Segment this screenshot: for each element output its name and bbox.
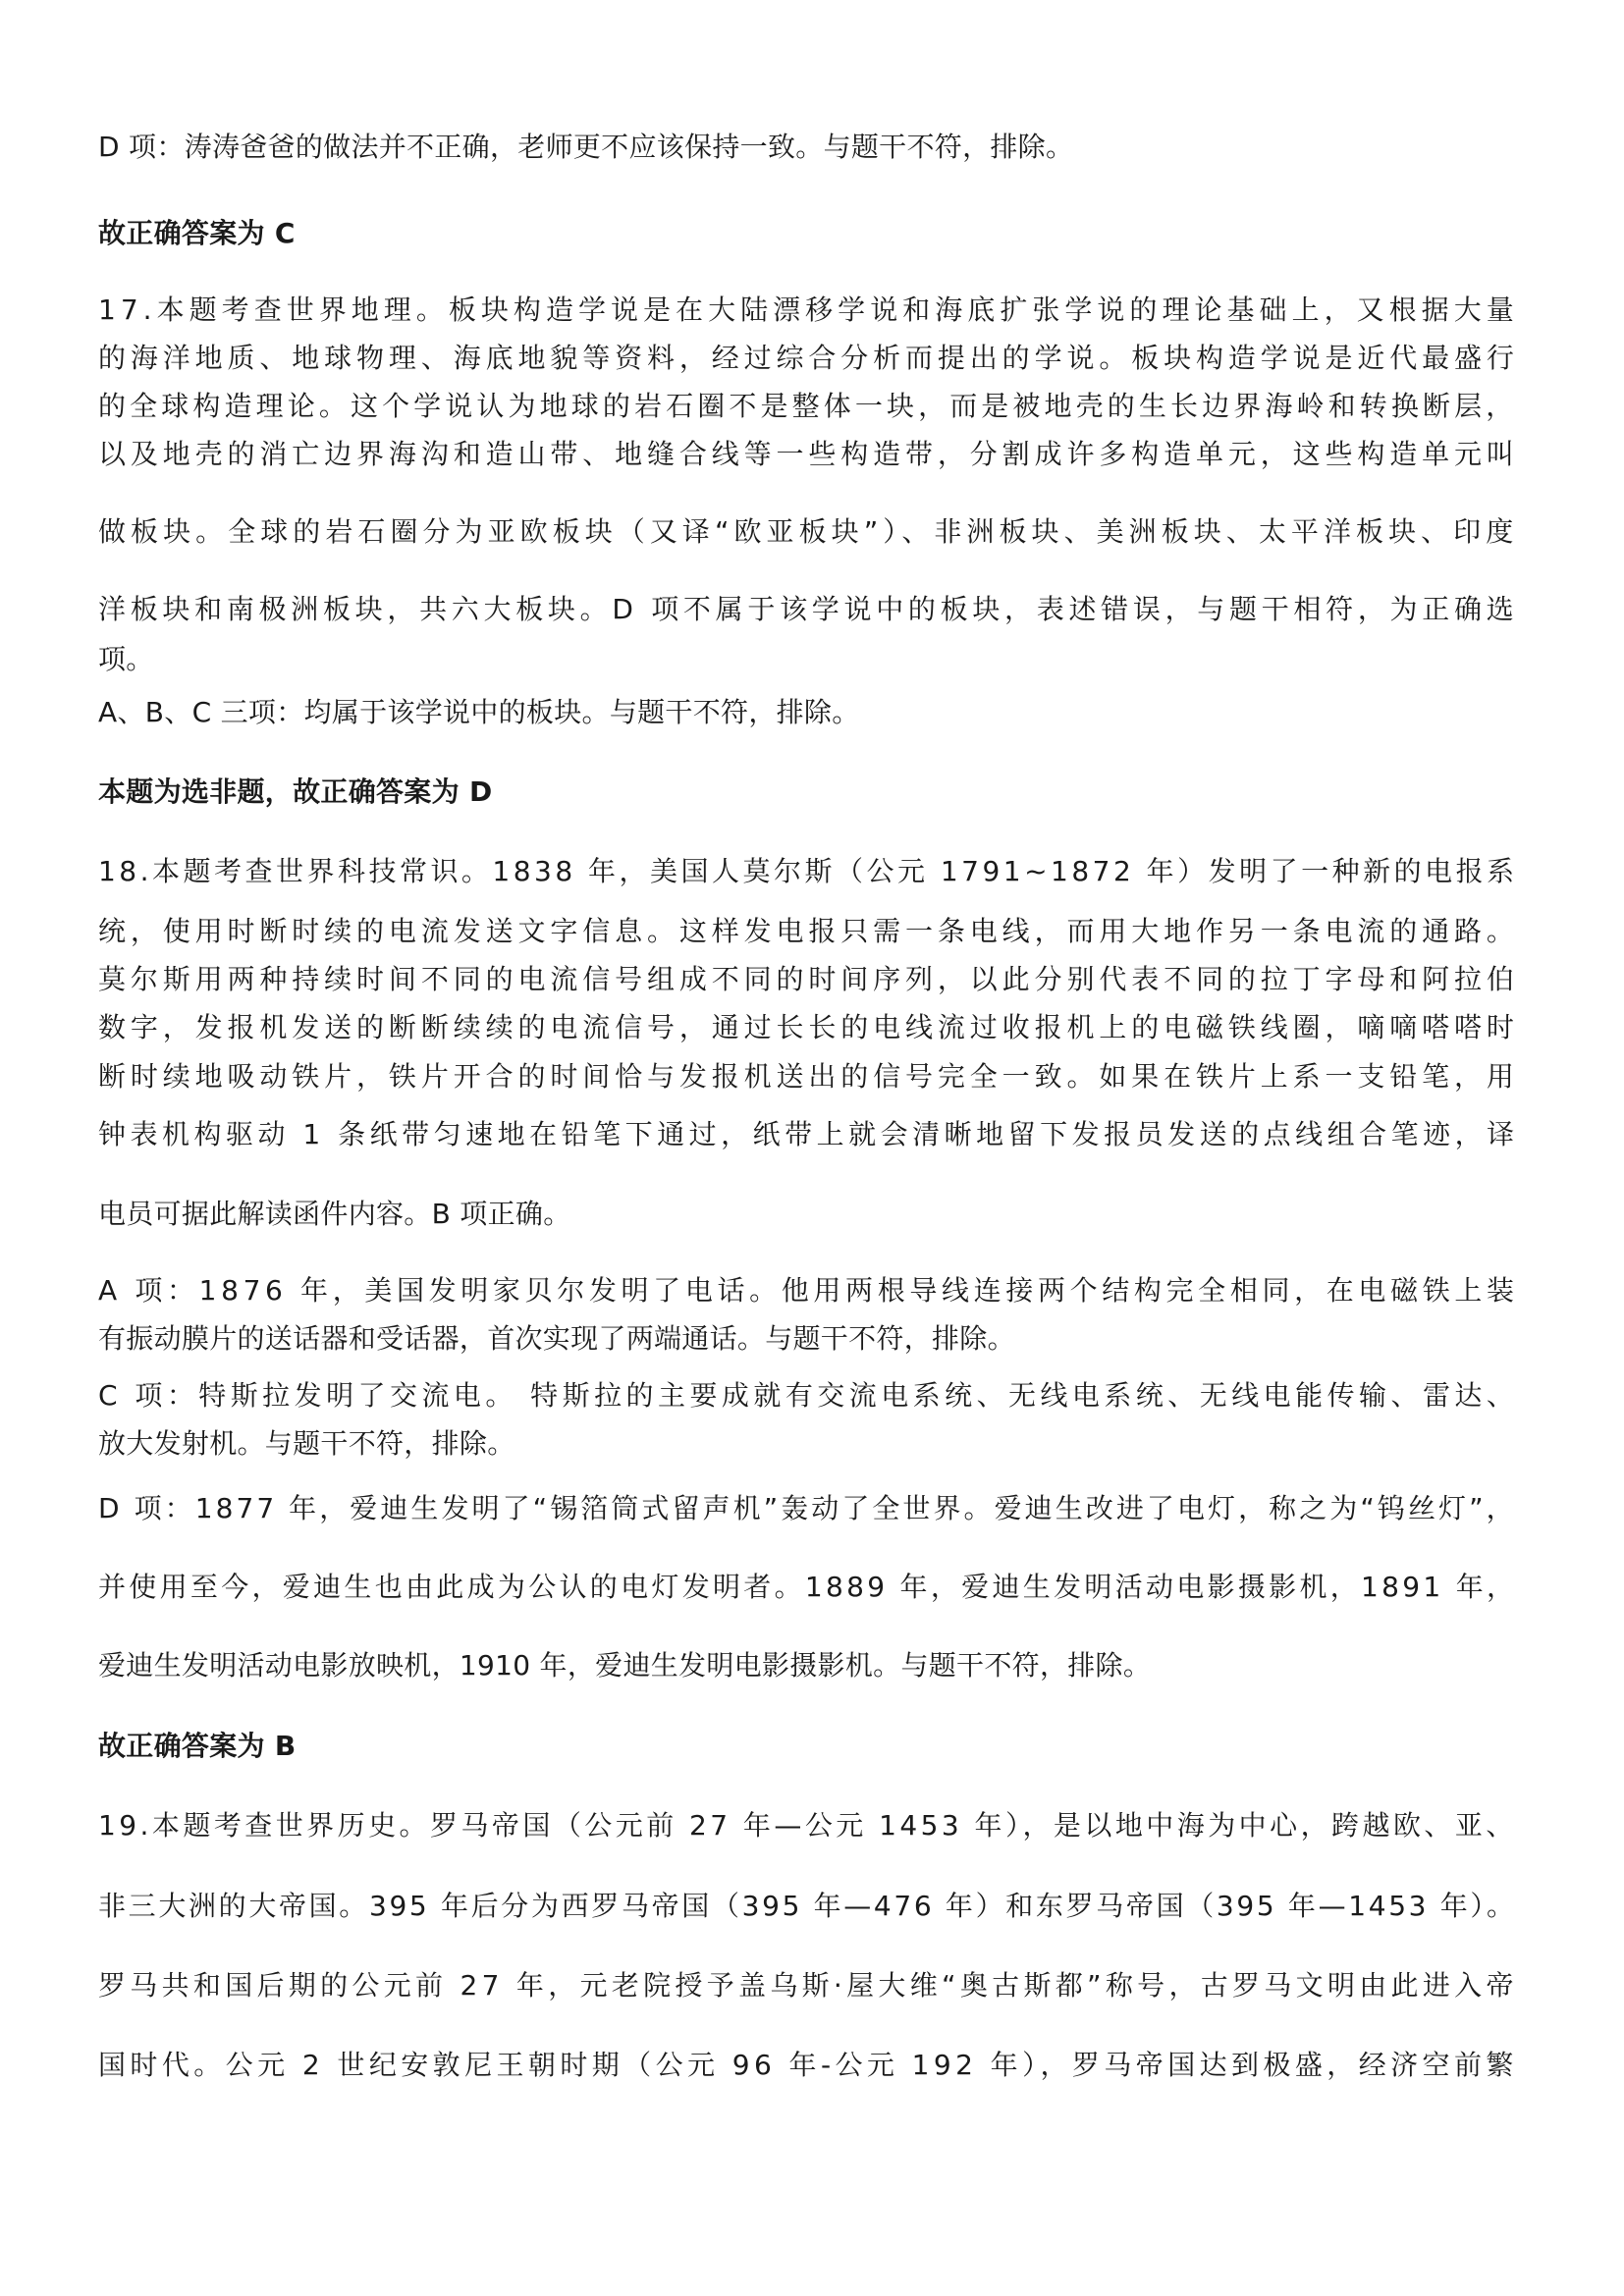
text-line: 有振动膜片的送话器和受话器，首次实现了两端通话。与题干不符，排除。 bbox=[98, 1322, 1015, 1355]
text-line: D 项：涛涛爸爸的做法并不正确，老师更不应该保持一致。与题干不符，排除。 bbox=[98, 131, 1074, 163]
text-line: 统，使用时断时续的电流发送文字信息。这样发电报只需一条电线，而用大地作另一条电流的通路。 bbox=[98, 915, 1519, 947]
text-line: 断时续地吸动铁片，铁片开合的时间恰与发报机送出的信号完全一致。如果在铁片上系一支铅笔，用 bbox=[98, 1060, 1519, 1093]
text-line: D 项：1877 年，爱迪生发明了“锡箔筒式留声机”轰动了全世界。爱迪生改进了电灯，称之为“钨丝灯”， bbox=[98, 1492, 1517, 1524]
answer-line: 故正确答案为 B bbox=[98, 1730, 297, 1762]
text-line: 做板块。全球的岩石圈分为亚欧板块（又译“欧亚板块”）、非洲板块、美洲板块、太平洋板块、印度 bbox=[98, 515, 1519, 548]
text-line: 国时代。公元 2 世纪安敦尼王朝时期（公元 96 年-公元 192 年），罗马帝国达到极盛，经济空前繁 bbox=[98, 2049, 1518, 2081]
text-line: 罗马共和国后期的公元前 27 年，元老院授予盖乌斯·屋大维“奥古斯都”称号，古罗马文明由此进入帝 bbox=[98, 1969, 1518, 2002]
answer-line: 本题为选非题，故正确答案为 D bbox=[98, 775, 493, 808]
text-line: 项。 bbox=[98, 643, 154, 675]
text-line: 数字，发报机发送的断断续续的电流信号，通过长长的电线流过收报机上的电磁铁线圈，嘀嘀嗒嗒时 bbox=[98, 1011, 1519, 1043]
text-line: 18.本题考查世界科技常识。1838 年，美国人莫尔斯（公元 1791~1872 年）发明了一种新的电报系 bbox=[98, 855, 1518, 887]
text-line: 放大发射机。与题干不符，排除。 bbox=[98, 1427, 515, 1460]
text-line: 电员可据此解读函件内容。B 项正确。 bbox=[98, 1198, 571, 1230]
text-line: 的全球构造理论。这个学说认为地球的岩石圈不是整体一块，而是被地壳的生长边界海岭和转换断层， bbox=[98, 390, 1518, 422]
text-line: C 项：特斯拉发明了交流电。 特斯拉的主要成就有交流电系统、无线电系统、无线电能传输、雷达、 bbox=[98, 1379, 1519, 1412]
text-line: 爱迪生发明活动电影放映机，1910 年，爱迪生发明电影摄影机。与题干不符，排除。 bbox=[98, 1649, 1152, 1682]
text-line: 19.本题考查世界历史。罗马帝国（公元前 27 年—公元 1453 年），是以地中海为中心，跨越欧、亚、 bbox=[98, 1809, 1517, 1842]
text-line: 洋板块和南极洲板块，共六大板块。D 项不属于该学说中的板块，表述错误，与题干相符，为正确选 bbox=[98, 593, 1519, 625]
text-line: 莫尔斯用两种持续时间不同的电流信号组成不同的时间序列，以此分别代表不同的拉丁字母和阿拉伯 bbox=[98, 963, 1519, 995]
text-line: 非三大洲的大帝国。395 年后分为西罗马帝国（395 年—476 年）和东罗马帝国（395 年—1453 年）。 bbox=[98, 1890, 1517, 1922]
text-line: 钟表机构驱动 1 条纸带匀速地在铅笔下通过，纸带上就会清晰地留下发报员发送的点线组合笔迹，译 bbox=[98, 1118, 1519, 1150]
text-line: 17.本题考查世界地理。板块构造学说是在大陆漂移学说和海底扩张学说的理论基础上，又根据大量 bbox=[98, 294, 1519, 326]
text-line: 并使用至今，爱迪生也由此成为公认的电灯发明者。1889 年，爱迪生发明活动电影摄影机，1891 年， bbox=[98, 1571, 1518, 1603]
answer-line: 故正确答案为 C bbox=[98, 217, 296, 249]
text-line: 以及地壳的消亡边界海沟和造山带、地缝合线等一些构造带，分割成许多构造单元，这些构造单元叫 bbox=[98, 438, 1519, 470]
text-line: A、B、C 三项：均属于该学说中的板块。与题干不符，排除。 bbox=[98, 696, 860, 728]
text-line: 的海洋地质、地球物理、海底地貌等资料，经过综合分析而提出的学说。板块构造学说是近代最盛行 bbox=[98, 342, 1519, 374]
text-line: A 项：1876 年，美国发明家贝尔发明了电话。他用两根导线连接两个结构完全相同，在电磁铁上装 bbox=[98, 1274, 1519, 1307]
